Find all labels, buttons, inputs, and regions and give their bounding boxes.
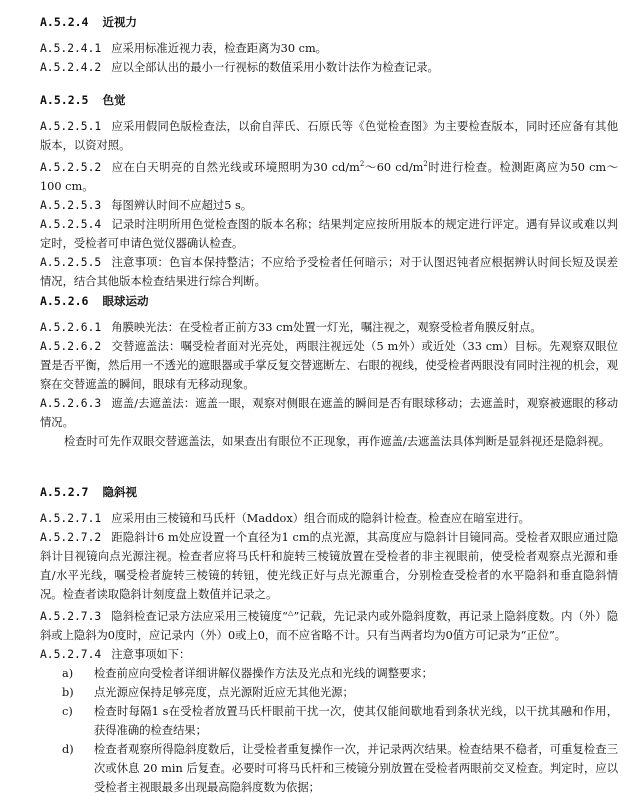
- paragraph: [40, 337, 618, 394]
- clause-text: ～60 cd/m: [364, 160, 424, 174]
- section-heading: [40, 293, 618, 309]
- clause-number: A.5.2.6.3: [40, 397, 102, 410]
- list-text: 检查者观察所得隐斜度数后，让受检者重复操作一次，并记录两次结果。检查结果不稳者，可重复检查三次或休息 20 min 后复查。必要时可将马氏杆和三棱镜分别放置在受检者两眼前交叉检查。判定时，应以受检者主视眼最多出现最高隐斜度数为依据；: [94, 742, 618, 794]
- section-near-vision: [40, 14, 618, 77]
- list-item: [40, 664, 618, 683]
- section-title: 隐斜视: [102, 485, 137, 499]
- clause-number: A.5.2.7.2: [40, 531, 102, 544]
- paragraph: [40, 394, 618, 432]
- paragraph: [40, 155, 618, 196]
- section-color-vision: [40, 92, 618, 291]
- paragraph: [40, 117, 618, 155]
- section-number: A.5.2.5: [40, 93, 89, 107]
- notes-list: [40, 664, 618, 797]
- clause-text: 时进行检查。检测距离应为50 cm～100 cm。: [40, 160, 619, 193]
- section-heading: [40, 14, 618, 30]
- clause-text: 应在白天明亮的自然光线或环境照明为30 cd/m: [111, 160, 360, 174]
- paragraph: 检查时可先作双眼交替遮盖法，如果查出有眼位不正现象，再作遮盖/去遮盖法具体判断是显斜视还是隐斜视。: [64, 435, 611, 448]
- clause-text: 交替遮盖法：嘱受检者面对光亮处，两眼注视远处（5 m外）或近处（33 cm）目标。先观察双眼位置是否平衡，然后用一不透光的遮眼器或手掌反复交替遮断左、右眼的视线，使受检者两眼没有同时注视的机会，观察在交替遮盖的瞬间，眼球有无移动现象。: [40, 340, 618, 391]
- clause-text: 遮盖/去遮盖法：遮盖一眼，观察对侧眼在遮盖的瞬间是否有眼球移动；去遮盖时，观察被遮眼的移动情况。: [40, 397, 618, 429]
- paragraph: [40, 58, 618, 77]
- clause-number: A.5.2.6.1: [40, 321, 102, 334]
- section-heading: [40, 484, 618, 500]
- clause-number: A.5.2.5.1: [40, 120, 102, 133]
- clause-text: 角膜映光法：在受检者正前方33 cm处置一灯光，嘱注视之，观察受检者角膜反射点。: [111, 321, 542, 334]
- paragraph: [40, 253, 618, 291]
- superscript: △: [287, 609, 294, 617]
- paragraph: [40, 318, 618, 337]
- list-text: 点光源应保持足够亮度，点光源附近应无其他光源；: [94, 685, 354, 699]
- superscript: 2: [359, 160, 365, 168]
- section-number: A.5.2.4: [40, 15, 89, 29]
- section-title: 眼球运动: [102, 294, 149, 308]
- clause-text: 应采用标准近视力表，检查距离为30 cm。: [111, 42, 327, 55]
- list-text: 检查前应向受检者详细讲解仪器操作方法及光点和光线的调整要求；: [94, 666, 433, 680]
- paragraph: [40, 196, 618, 215]
- paragraph: [40, 509, 618, 528]
- section-title: 近视力: [102, 15, 137, 29]
- clause-number: A.5.2.7.3: [40, 609, 102, 623]
- paragraph: [40, 215, 618, 253]
- clause-number: A.5.2.7.4: [40, 647, 102, 661]
- clause-number: A.5.2.6.2: [40, 340, 102, 353]
- list-marker: a): [62, 666, 74, 680]
- clause-number: A.5.2.4.2: [40, 61, 102, 74]
- section-number: A.5.2.6: [40, 294, 89, 308]
- list-marker: b): [62, 685, 74, 699]
- paragraph: [40, 645, 618, 664]
- paragraph: [40, 604, 618, 645]
- section-title: 色觉: [102, 93, 126, 107]
- list-item: [40, 702, 618, 740]
- section-number: A.5.2.7: [40, 485, 89, 499]
- section-eye-movement: [40, 293, 618, 451]
- clause-text: 每图辨认时间不应超过5 s。: [111, 198, 253, 212]
- section-heterophoria: [40, 484, 618, 797]
- clause-text: 应采用由三棱镜和马氏杆（Maddox）组合而成的隐斜计检查。检查应在暗室进行。: [111, 512, 530, 525]
- clause-number: A.5.2.5.2: [40, 160, 102, 174]
- paragraph: [40, 39, 618, 58]
- clause-number: A.5.2.5.5: [40, 255, 102, 269]
- clause-text: 应采用假同色版检查法，以俞自萍氏、石原氏等《色觉检查图》为主要检查版本，同时还应备有其他版本，以资对照。: [40, 120, 618, 152]
- clause-number: A.5.2.5.4: [40, 217, 102, 231]
- clause-number: A.5.2.5.3: [40, 198, 102, 212]
- clause-text: 注意事项：色盲本保持整洁；不应给予受检者任何暗示；对于认图迟钝者应根据辨认时间长短及误差情况，结合其他版本检查结果进行综合判断。: [40, 255, 618, 288]
- list-item: [40, 683, 618, 702]
- list-marker: d): [62, 742, 74, 756]
- paragraph: [40, 528, 618, 604]
- clause-number: A.5.2.7.1: [40, 512, 102, 525]
- section-heading: [40, 92, 618, 108]
- superscript: 2: [423, 160, 428, 168]
- clause-number: A.5.2.4.1: [40, 42, 102, 55]
- clause-text: ”记载，先记录内或外隐斜度数，再记录上隐斜度数。内（外）隐斜或上隐斜为0度时，应记录内（外）0或上0，而不应省略不计。只有当两者均为0值方可记录为“正位”。: [40, 609, 619, 642]
- clause-text: 应以全部认出的最小一行视标的数值采用小数计法作为检查记录。: [111, 61, 439, 74]
- clause-text: 记录时注明所用色觉检查图的版本名称；结果判定应按所用版本的规定进行评定。遇有异议或难以判定时，受检者可申请色觉仪器确认检查。: [40, 217, 618, 250]
- list-item: [40, 740, 618, 797]
- clause-text: 隐斜检查记录方法应采用三棱镜度“: [111, 609, 288, 623]
- clause-text: 距隐斜计6 m处应设置一个直径为1 cm的点光源，其高度应与隐斜计目镜同高。受检者双眼应通过隐斜计目视镜向点光源注视。检查者应将马氏杆和旋转三棱镜放置在受检者的非主视眼前，使受检者观察点光源和垂直/水平光线，嘱受检者旋转三棱镜的转钮，使光线正好与点光源重合，分别检查受检者的水平隐斜和垂直隐斜情况。检查者读取隐斜计刻度盘上数值并记录之。: [40, 531, 618, 601]
- list-marker: c): [62, 704, 73, 718]
- clause-text: 注意事项如下：: [111, 647, 191, 661]
- list-text: 检查时每隔1 s在受检者放置马氏杆眼前干扰一次，使其仅能间歇地看到条状光线，以干扰其融和作用，获得准确的检查结果；: [94, 704, 618, 737]
